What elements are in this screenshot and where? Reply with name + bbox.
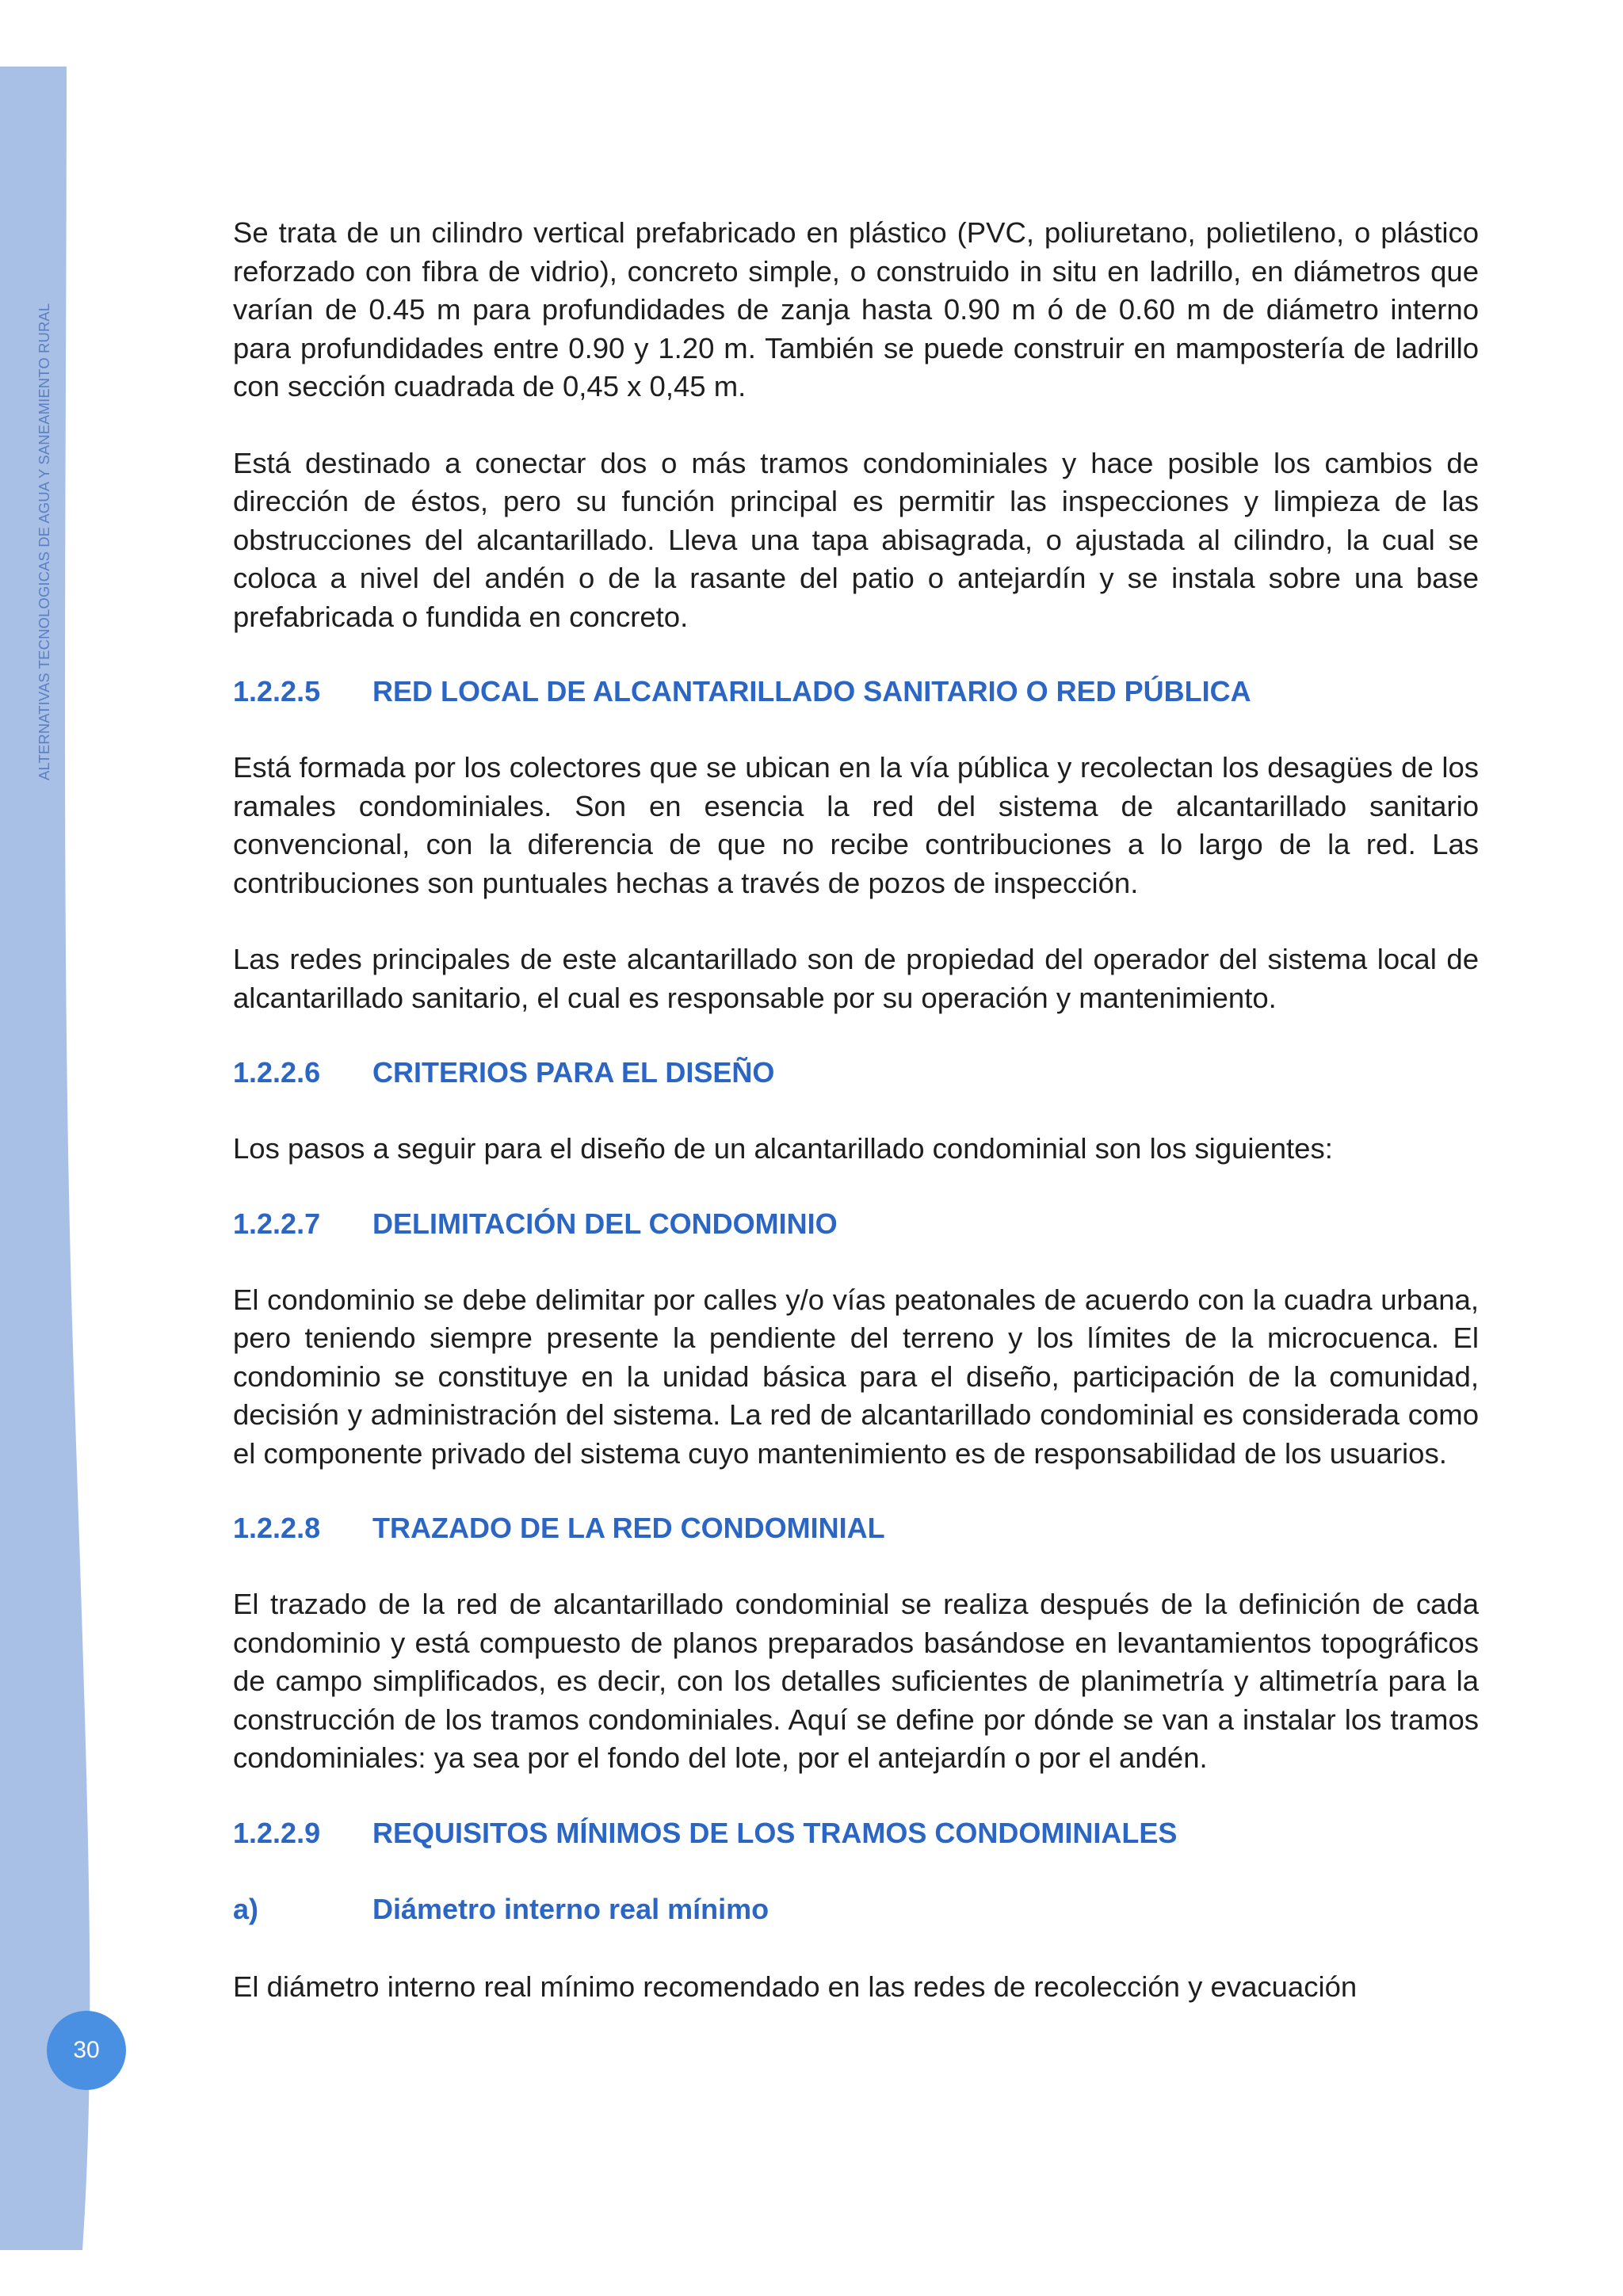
- side-band-shape: [0, 0, 111, 2296]
- page-number: 30: [47, 2011, 126, 2090]
- section-heading: [233, 1054, 1479, 1092]
- paragraph: Está destinado a conectar dos o más tramos condominiales y hace posible los cambios de dirección de éstos, pero su función principal es permitir las inspecciones y limpieza de las obstrucciones del alcantarillado. Lleva una tapa abisagrada, o ajustada al cilindro, la cual se coloca a nivel del andén o de la rasante del patio o antejardín y se instala sobre una base prefabricada o fundida en concreto.: [233, 446, 1479, 633]
- section-title: TRAZADO DE LA RED CONDOMINIAL: [372, 1512, 885, 1544]
- paragraph: Las redes principales de este alcantarillado son de propiedad del operador del sistema local de alcantarillado sanitario, el cual es responsable por su operación y mantenimiento.: [233, 943, 1479, 1014]
- paragraph: Los pasos a seguir para el diseño de un alcantarillado condominial son los siguientes:: [233, 1132, 1333, 1165]
- section-title: DELIMITACIÓN DEL CONDOMINIO: [372, 1207, 838, 1240]
- section-number: 1.2.2.7: [233, 1207, 321, 1240]
- paragraph: Está formada por los colectores que se ubican en la vía pública y recolectan los desagües de los ramales condominiales. Son en esencia la red del sistema de alcantarillado sanitario convencional, con la diferencia de que no recibe contribuciones a lo largo de la red. Las contribuciones son puntuales hechas a través de pozos de inspección.: [233, 751, 1479, 899]
- subsection-letter: a): [233, 1892, 259, 1925]
- section-number: 1.2.2.9: [233, 1816, 321, 1849]
- subsection-title: Diámetro interno real mínimo: [372, 1892, 769, 1925]
- paragraph: Se trata de un cilindro vertical prefabricado en plástico (PVC, poliuretano, polietileno, o plástico reforzado con fibra de vidrio), concreto simple, o construido in situ en ladrillo, en diámetros que varían de 0.45 m para profundidades de zanja hasta 0.90 m ó de 0.60 m de diámetro interno para profundidades entre 0.90 y 1.20 m. También se puede construir en mampostería de ladrillo con sección cuadrada de 0,45 x 0,45 m.: [233, 216, 1479, 402]
- section-heading: [233, 1509, 1479, 1547]
- section-number: 1.2.2.8: [233, 1512, 321, 1544]
- section-heading: [233, 1814, 1479, 1852]
- side-band: [0, 0, 111, 2296]
- section-title: RED LOCAL DE ALCANTARILLADO SANITARIO O RED PÚBLICA: [372, 675, 1251, 707]
- section-number: 1.2.2.6: [233, 1056, 321, 1089]
- main-content: [233, 214, 1479, 2006]
- section-heading: [233, 1205, 1479, 1243]
- paragraph: El trazado de la red de alcantarillado condominial se realiza después de la definición de cada condominio y está compuesto de planos preparados basándose en levantamientos topográficos de campo simplificados, es decir, con los detalles suficientes de planimetría y altimetría para la construcción de los tramos condominiales. Aquí se define por dónde se van a instalar los tramos condominiales: ya sea por el fondo del lote, por el antejardín o por el andén.: [233, 1588, 1479, 1774]
- section-heading: [233, 673, 1479, 711]
- subsection-heading: [233, 1890, 1479, 1928]
- section-number: 1.2.2.5: [233, 675, 321, 707]
- paragraph: El condominio se debe delimitar por calles y/o vías peatonales de acuerdo con la cuadra urbana, pero teniendo siempre presente la pendiente del terreno y los límites de la microcuenca. El condominio se constituye en la unidad básica para el diseño, participación de la comunidad, decisión y administración del sistema. La red de alcantarillado condominial es considerada como el componente privado del sistema cuyo mantenimiento es de responsabilidad de los usuarios.: [233, 1283, 1479, 1470]
- paragraph: El diámetro interno real mínimo recomendado en las redes de recolección y evacuación: [233, 1970, 1358, 2003]
- running-title: ALTERNATIVAS TECNOLOGICAS DE AGUA Y SANEAMIENTO RURAL: [36, 303, 52, 780]
- section-title: CRITERIOS PARA EL DISEÑO: [372, 1056, 775, 1089]
- section-title: REQUISITOS MÍNIMOS DE LOS TRAMOS CONDOMINIALES: [372, 1816, 1178, 1849]
